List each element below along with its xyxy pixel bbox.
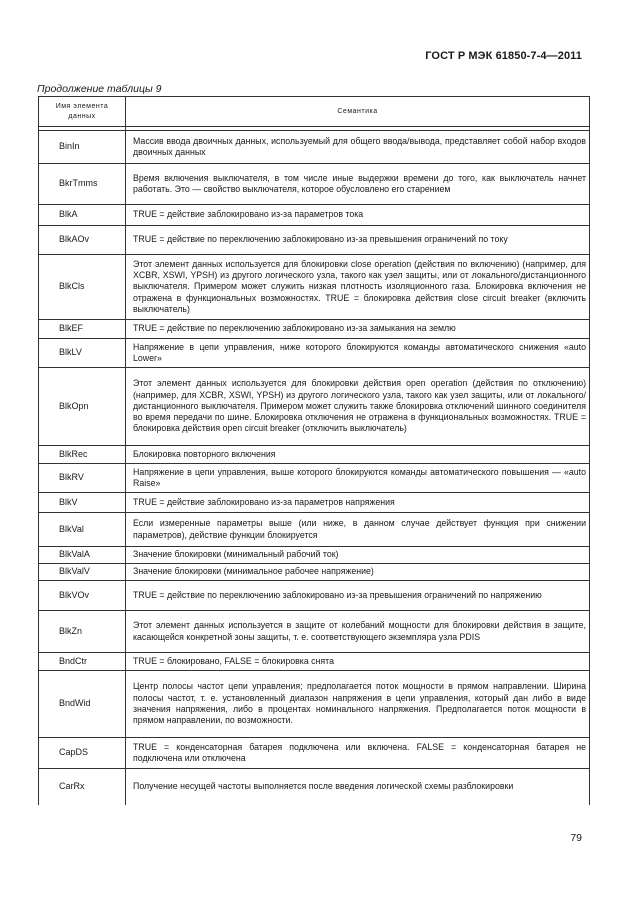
- data-element-name: BlkOpn: [39, 368, 126, 446]
- data-element-semantics: TRUE = конденсаторная батарея подключена или включена. FALSE = конденсаторная батарея не подключена или отключена: [126, 738, 590, 769]
- table-row: [39, 611, 590, 653]
- data-element-semantics: Напряжение в цепи управления, ниже которого блокируются команды автоматического снижения «auto Lower»: [126, 339, 590, 368]
- data-element-name: BlkZn: [39, 611, 126, 653]
- table-row: [39, 738, 590, 769]
- data-element-name: BlkV: [39, 493, 126, 513]
- table-row: [39, 547, 590, 564]
- data-element-name: BinIn: [39, 131, 126, 164]
- data-element-semantics: Массив ввода двоичных данных, используемый для общего ввода/вывода, представляет собой набор входов двоичных данных: [126, 131, 590, 164]
- data-element-name: BlkLV: [39, 339, 126, 368]
- data-element-semantics: Значение блокировки (минимальное рабочее напряжение): [126, 564, 590, 581]
- table-row: [39, 131, 590, 164]
- table-row: [39, 464, 590, 493]
- data-element-name: BndWid: [39, 671, 126, 738]
- data-element-name: BlkVal: [39, 513, 126, 547]
- data-element-name: CarRx: [39, 769, 126, 805]
- data-element-semantics: TRUE = действие по переключению заблокировано из-за превышения ограничений по току: [126, 226, 590, 255]
- table-row: [39, 564, 590, 581]
- table-row: [39, 255, 590, 320]
- column-header-name: Имя элемента данных: [39, 97, 126, 127]
- table-row: [39, 164, 590, 205]
- table-row: [39, 368, 590, 446]
- table-row: [39, 581, 590, 611]
- document-header: ГОСТ Р МЭК 61850-7-4—2011: [425, 50, 582, 62]
- data-element-semantics: Значение блокировки (минимальный рабочий ток): [126, 547, 590, 564]
- data-element-name: BndCtr: [39, 653, 126, 671]
- data-element-semantics: Если измеренные параметры выше (или ниже, в данном случае действует функция при снижении параметров), действие функции блокируется: [126, 513, 590, 547]
- data-element-name: BlkValA: [39, 547, 126, 564]
- data-element-name: BlkAOv: [39, 226, 126, 255]
- table-row: [39, 226, 590, 255]
- data-element-name: BlkValV: [39, 564, 126, 581]
- data-element-semantics: TRUE = действие заблокировано из-за параметров напряжения: [126, 493, 590, 513]
- data-element-name: BlkVOv: [39, 581, 126, 611]
- data-element-semantics: Этот элемент данных используется для блокировки действия open operation (действия по отключению) (например, для XCBR, XSWI, YPSH) из другого логического узла, такого как узел защиты, или от локального/дистанционного выключателя. Примером может служить также блокировка отключений шинного соединителя во время передачи по шине. Блокировка отключения не отражена в функциональных возможностях. TRUE = блокировка действия open circuit breaker (отключить выключатель): [126, 368, 590, 446]
- table-row: [39, 205, 590, 226]
- data-element-semantics: Напряжение в цепи управления, выше которого блокируются команды автоматического повышения — «auto Raise»: [126, 464, 590, 493]
- table-row: [39, 769, 590, 805]
- table-row: [39, 671, 590, 738]
- table-row: [39, 446, 590, 464]
- data-element-name: BkrTmms: [39, 164, 126, 205]
- data-element-name: BlkRV: [39, 464, 126, 493]
- data-element-semantics: TRUE = действие по переключению заблокировано из-за превышения ограничений по напряжению: [126, 581, 590, 611]
- data-element-semantics: TRUE = блокировано, FALSE = блокировка снята: [126, 653, 590, 671]
- data-element-semantics: Получение несущей частоты выполняется после введения логической схемы разблокировки: [126, 769, 590, 805]
- page-number: 79: [570, 832, 582, 844]
- table-row: [39, 493, 590, 513]
- table-row: [39, 320, 590, 339]
- data-element-semantics: TRUE = действие заблокировано из-за параметров тока: [126, 205, 590, 226]
- data-element-name: BlkCls: [39, 255, 126, 320]
- data-element-name: BlkA: [39, 205, 126, 226]
- data-element-semantics: Блокировка повторного включения: [126, 446, 590, 464]
- data-element-name: CapDS: [39, 738, 126, 769]
- data-element-semantics: Центр полосы частот цепи управления; предполагается поток мощности в прямом направлении. Ширина полосы частот, т. е. установленный диапазон напряжения в цепи управления, который дан либо в виде значения напряжения, либо в процентах номинального напряжения. Предполагается поток мощности в прямом направлении, по возможности.: [126, 671, 590, 738]
- data-element-semantics: Этот элемент данных используется для блокировки close operation (действия по включению) (например, для XCBR, XSWI, YPSH) из другого логического узла, такого как узел защиты, или от локального/дистанционного выключателя. Примером может служить низкая плотность изоляционного газа. Блокировка включения не отражена в функциональных возможностях. TRUE = блокировка действия close circuit breaker (включить выключатель): [126, 255, 590, 320]
- table-caption: Продолжение таблицы 9: [37, 83, 162, 95]
- table-row: [39, 513, 590, 547]
- table-header-row: [39, 97, 590, 127]
- table-row: [39, 653, 590, 671]
- data-element-semantics: Этот элемент данных используется в защите от колебаний мощности для блокировки действия в защите, касающейся конкретной зоны защиты, т. е. соответствующего экземпляра узла PDIS: [126, 611, 590, 653]
- column-header-semantics: Семантика: [126, 97, 590, 127]
- semantics-table: [38, 96, 590, 805]
- data-element-name: BlkRec: [39, 446, 126, 464]
- table-row: [39, 339, 590, 368]
- data-element-name: BlkEF: [39, 320, 126, 339]
- data-element-semantics: TRUE = действие по переключению заблокировано из-за замыкания на землю: [126, 320, 590, 339]
- data-element-semantics: Время включения выключателя, в том числе иные выдержки времени до того, как выключатель начнет работать. Это — свойство выключателя, которое обусловлено его старением: [126, 164, 590, 205]
